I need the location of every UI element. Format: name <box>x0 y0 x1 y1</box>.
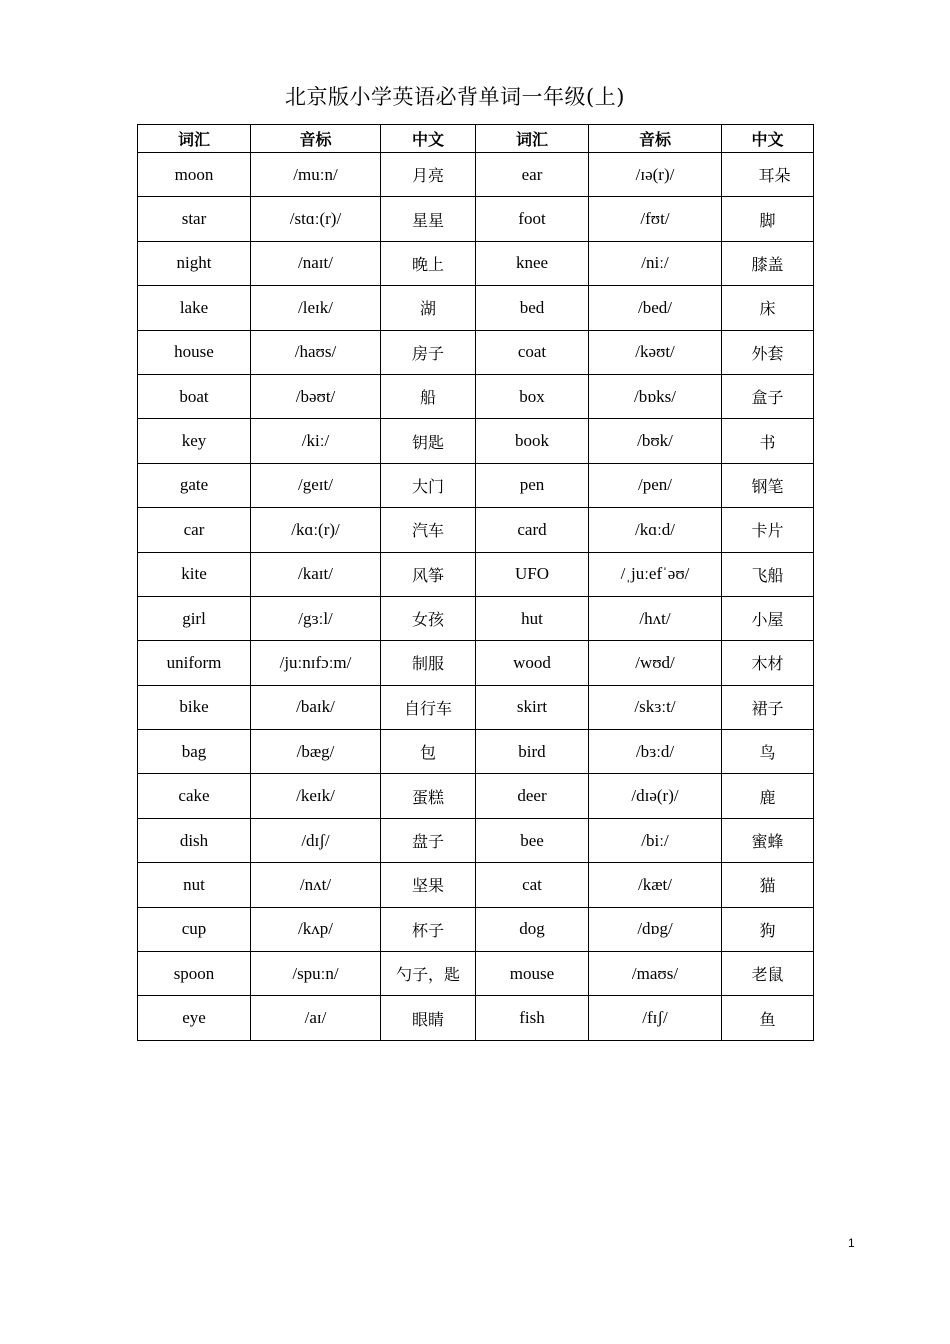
word-cell: foot <box>476 197 589 241</box>
chinese-cell: 湖 <box>381 286 476 330</box>
phonetic-cell: /kəʊt/ <box>589 330 722 374</box>
table-row <box>138 286 814 330</box>
word-cell: card <box>476 508 589 552</box>
table-row <box>138 596 814 640</box>
chinese-cell: 脚 <box>722 197 814 241</box>
chinese-cell: 杯子 <box>381 907 476 951</box>
table-row <box>138 641 814 685</box>
header-phonetic: 音标 <box>589 125 722 153</box>
word-cell: pen <box>476 463 589 507</box>
chinese-cell: 猫 <box>722 863 814 907</box>
page-number: 1 <box>848 1236 855 1250</box>
word-cell: dish <box>138 818 251 862</box>
table-header-row <box>138 125 814 153</box>
word-cell: key <box>138 419 251 463</box>
phonetic-cell: /naɪt/ <box>251 241 381 285</box>
phonetic-cell: /kɑː(r)/ <box>251 508 381 552</box>
word-cell: deer <box>476 774 589 818</box>
chinese-cell: 书 <box>722 419 814 463</box>
phonetic-cell: /keɪk/ <box>251 774 381 818</box>
phonetic-cell: /aɪ/ <box>251 996 381 1040</box>
table-row <box>138 330 814 374</box>
phonetic-cell: /bæg/ <box>251 730 381 774</box>
word-cell: nut <box>138 863 251 907</box>
table-row <box>138 952 814 996</box>
table-body <box>138 153 814 1041</box>
chinese-cell: 蛋糕 <box>381 774 476 818</box>
phonetic-cell: /kaɪt/ <box>251 552 381 596</box>
phonetic-cell: /leɪk/ <box>251 286 381 330</box>
word-cell: lake <box>138 286 251 330</box>
chinese-cell: 鱼 <box>722 996 814 1040</box>
chinese-cell: 盘子 <box>381 818 476 862</box>
table-row <box>138 419 814 463</box>
chinese-cell: 制服 <box>381 641 476 685</box>
header-word: 词汇 <box>476 125 589 153</box>
header-chinese: 中文 <box>381 125 476 153</box>
phonetic-cell: /niː/ <box>589 241 722 285</box>
page-title: 北京版小学英语必背单词一年级(上) <box>285 85 625 109</box>
header-phonetic: 音标 <box>251 125 381 153</box>
word-cell: knee <box>476 241 589 285</box>
word-cell: mouse <box>476 952 589 996</box>
word-cell: gate <box>138 463 251 507</box>
word-cell: cake <box>138 774 251 818</box>
header-chinese: 中文 <box>722 125 814 153</box>
word-cell: bee <box>476 818 589 862</box>
word-cell: coat <box>476 330 589 374</box>
table-row <box>138 774 814 818</box>
word-cell: house <box>138 330 251 374</box>
phonetic-cell: /skɜːt/ <box>589 685 722 729</box>
chinese-cell: 卡片 <box>722 508 814 552</box>
table-row <box>138 996 814 1040</box>
word-cell: uniform <box>138 641 251 685</box>
phonetic-cell: /pen/ <box>589 463 722 507</box>
chinese-cell: 星星 <box>381 197 476 241</box>
chinese-cell: 女孩 <box>381 596 476 640</box>
phonetic-cell: /kʌp/ <box>251 907 381 951</box>
phonetic-cell: /fʊt/ <box>589 197 722 241</box>
phonetic-cell: /spuːn/ <box>251 952 381 996</box>
table-row <box>138 907 814 951</box>
chinese-cell: 晚上 <box>381 241 476 285</box>
word-cell: fish <box>476 996 589 1040</box>
word-cell: ear <box>476 153 589 197</box>
chinese-cell: 外套 <box>722 330 814 374</box>
word-cell: bag <box>138 730 251 774</box>
word-cell: book <box>476 419 589 463</box>
word-cell: bike <box>138 685 251 729</box>
chinese-cell: 眼睛 <box>381 996 476 1040</box>
phonetic-cell: /kɑːd/ <box>589 508 722 552</box>
chinese-cell: 钥匙 <box>381 419 476 463</box>
word-cell: box <box>476 374 589 418</box>
word-cell: skirt <box>476 685 589 729</box>
table-row <box>138 153 814 197</box>
phonetic-cell: /maʊs/ <box>589 952 722 996</box>
chinese-cell: 船 <box>381 374 476 418</box>
table-row <box>138 552 814 596</box>
chinese-cell: 坚果 <box>381 863 476 907</box>
word-cell: wood <box>476 641 589 685</box>
chinese-cell: 木材 <box>722 641 814 685</box>
table-row <box>138 197 814 241</box>
chinese-cell: 狗 <box>722 907 814 951</box>
word-cell: bed <box>476 286 589 330</box>
word-cell: night <box>138 241 251 285</box>
phonetic-cell: /gɜːl/ <box>251 596 381 640</box>
phonetic-cell: /haʊs/ <box>251 330 381 374</box>
phonetic-cell: /bʊk/ <box>589 419 722 463</box>
word-cell: dog <box>476 907 589 951</box>
phonetic-cell: /dɪə(r)/ <box>589 774 722 818</box>
phonetic-cell: /juːnɪfɔːm/ <box>251 641 381 685</box>
phonetic-cell: /fɪʃ/ <box>589 996 722 1040</box>
phonetic-cell: /kiː/ <box>251 419 381 463</box>
word-cell: eye <box>138 996 251 1040</box>
word-cell: hut <box>476 596 589 640</box>
word-cell: cup <box>138 907 251 951</box>
phonetic-cell: /hʌt/ <box>589 596 722 640</box>
chinese-cell: 床 <box>722 286 814 330</box>
phonetic-cell: /stɑː(r)/ <box>251 197 381 241</box>
phonetic-cell: /geɪt/ <box>251 463 381 507</box>
header-word: 词汇 <box>138 125 251 153</box>
table-row <box>138 463 814 507</box>
table-row <box>138 685 814 729</box>
chinese-cell: 汽车 <box>381 508 476 552</box>
chinese-cell: 鹿 <box>722 774 814 818</box>
phonetic-cell: /nʌt/ <box>251 863 381 907</box>
word-cell: star <box>138 197 251 241</box>
chinese-cell: 大门 <box>381 463 476 507</box>
phonetic-cell: /bɒks/ <box>589 374 722 418</box>
word-cell: moon <box>138 153 251 197</box>
chinese-cell: 自行车 <box>381 685 476 729</box>
chinese-cell: 飞船 <box>722 552 814 596</box>
word-cell: bird <box>476 730 589 774</box>
chinese-cell: 小屋 <box>722 596 814 640</box>
word-cell: kite <box>138 552 251 596</box>
chinese-cell: 鸟 <box>722 730 814 774</box>
phonetic-cell: /dɪʃ/ <box>251 818 381 862</box>
word-cell: girl <box>138 596 251 640</box>
chinese-cell: 房子 <box>381 330 476 374</box>
chinese-cell: 老鼠 <box>722 952 814 996</box>
table-row <box>138 508 814 552</box>
chinese-cell: 耳朵 <box>722 153 814 197</box>
table-row <box>138 241 814 285</box>
vocabulary-table <box>137 124 814 1041</box>
phonetic-cell: /dɒg/ <box>589 907 722 951</box>
chinese-cell: 月亮 <box>381 153 476 197</box>
phonetic-cell: /wʊd/ <box>589 641 722 685</box>
word-cell: spoon <box>138 952 251 996</box>
phonetic-cell: /ˌjuːefˈəʊ/ <box>589 552 722 596</box>
word-cell: boat <box>138 374 251 418</box>
chinese-cell: 裙子 <box>722 685 814 729</box>
chinese-cell: 膝盖 <box>722 241 814 285</box>
chinese-cell: 勺子，匙 <box>381 952 476 996</box>
chinese-cell: 包 <box>381 730 476 774</box>
chinese-cell: 盒子 <box>722 374 814 418</box>
chinese-cell: 风筝 <box>381 552 476 596</box>
table-row <box>138 863 814 907</box>
table-row <box>138 730 814 774</box>
phonetic-cell: /bɜːd/ <box>589 730 722 774</box>
phonetic-cell: /biː/ <box>589 818 722 862</box>
chinese-cell: 钢笔 <box>722 463 814 507</box>
word-cell: car <box>138 508 251 552</box>
phonetic-cell: /ɪə(r)/ <box>589 153 722 197</box>
phonetic-cell: /muːn/ <box>251 153 381 197</box>
chinese-cell: 蜜蜂 <box>722 818 814 862</box>
table-row <box>138 818 814 862</box>
phonetic-cell: /bed/ <box>589 286 722 330</box>
phonetic-cell: /kæt/ <box>589 863 722 907</box>
word-cell: UFO <box>476 552 589 596</box>
word-cell: cat <box>476 863 589 907</box>
table-row <box>138 374 814 418</box>
phonetic-cell: /bəʊt/ <box>251 374 381 418</box>
phonetic-cell: /baɪk/ <box>251 685 381 729</box>
